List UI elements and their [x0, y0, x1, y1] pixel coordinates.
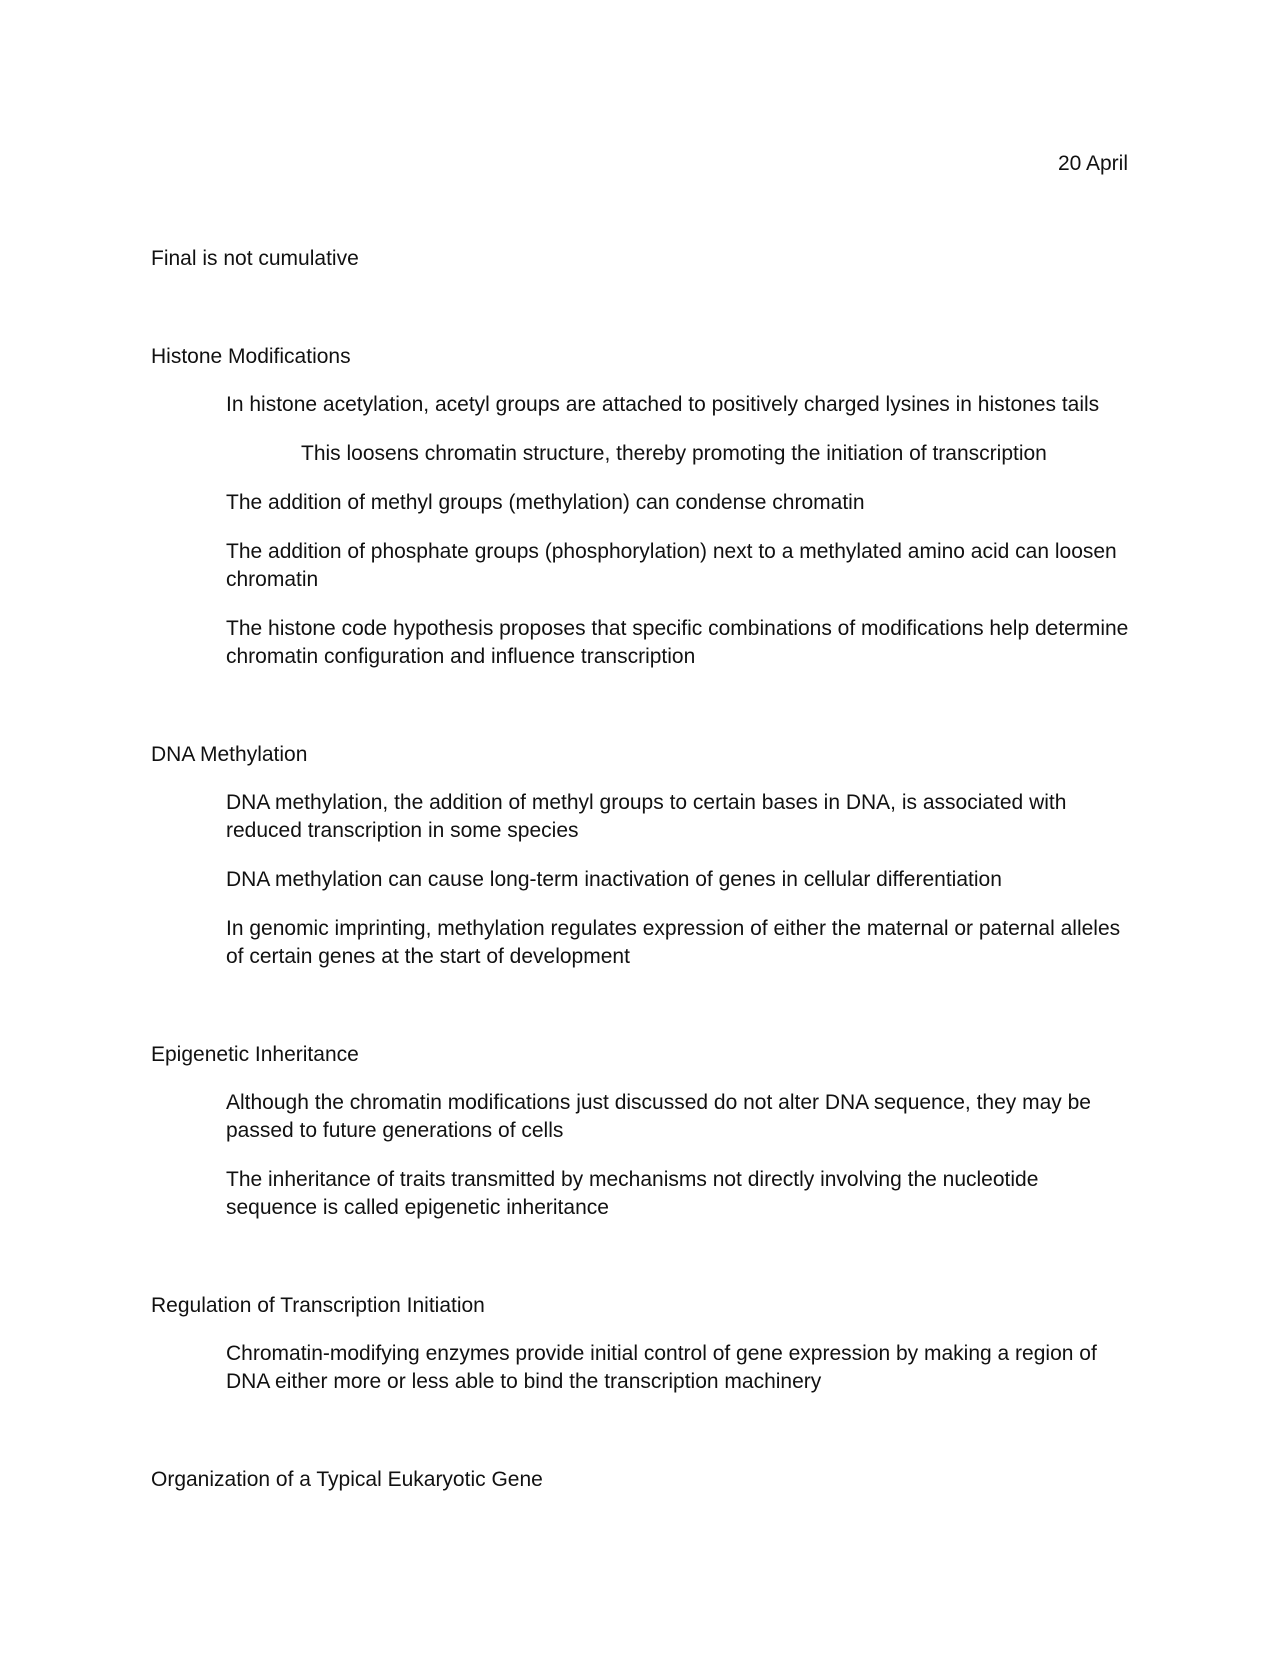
bullet-text: In genomic imprinting, methylation regulates expression of either the maternal or paternal alleles of certain genes at the start of development [226, 917, 1121, 968]
bullet-text: DNA methylation, the addition of methyl groups to certain bases in DNA, is associated with reduced transcription in some species [226, 791, 1067, 842]
section-regulation-of-transcription-initiation [151, 1292, 1131, 1396]
section-heading: DNA Methylation [151, 743, 308, 766]
bullet-text: The histone code hypothesis proposes that specific combinations of modifications help determine chromatin configuration and influence transcription [226, 617, 1129, 668]
section-heading: Organization of a Typical Eukaryotic Gene [151, 1468, 543, 1491]
section-organization-of-eukaryotic-gene [151, 1466, 1131, 1494]
section-heading: Epigenetic Inheritance [151, 1043, 359, 1066]
section-histone-modifications [151, 343, 1131, 671]
note-text: Final is not cumulative [151, 247, 359, 270]
document-date: 20 April [1057, 152, 1128, 175]
bullet-text: The inheritance of traits transmitted by mechanisms not directly involving the nucleotide sequence is called epigenetic inheritance [226, 1168, 1039, 1219]
sub-bullet-text: This loosens chromatin structure, thereby promoting the initiation of transcription [301, 442, 1047, 465]
section-heading: Regulation of Transcription Initiation [151, 1294, 485, 1317]
bullet-text: In histone acetylation, acetyl groups are attached to positively charged lysines in histones tails [226, 393, 1100, 416]
bullet-text: Although the chromatin modifications just discussed do not alter DNA sequence, they may be passed to future generations of cells [226, 1091, 1091, 1142]
bullet-text: The addition of methyl groups (methylation) can condense chromatin [226, 491, 865, 514]
bullet-text: DNA methylation can cause long-term inactivation of genes in cellular differentiation [226, 868, 1002, 891]
section-heading: Histone Modifications [151, 345, 351, 368]
document-body [151, 245, 1131, 1514]
section-dna-methylation [151, 741, 1131, 971]
bullet-text: Chromatin-modifying enzymes provide initial control of gene expression by making a region of DNA either more or less able to bind the transcription machinery [226, 1342, 1097, 1393]
section-epigenetic-inheritance [151, 1041, 1131, 1222]
bullet-text: The addition of phosphate groups (phosphorylation) next to a methylated amino acid can loosen chromatin [226, 540, 1117, 591]
